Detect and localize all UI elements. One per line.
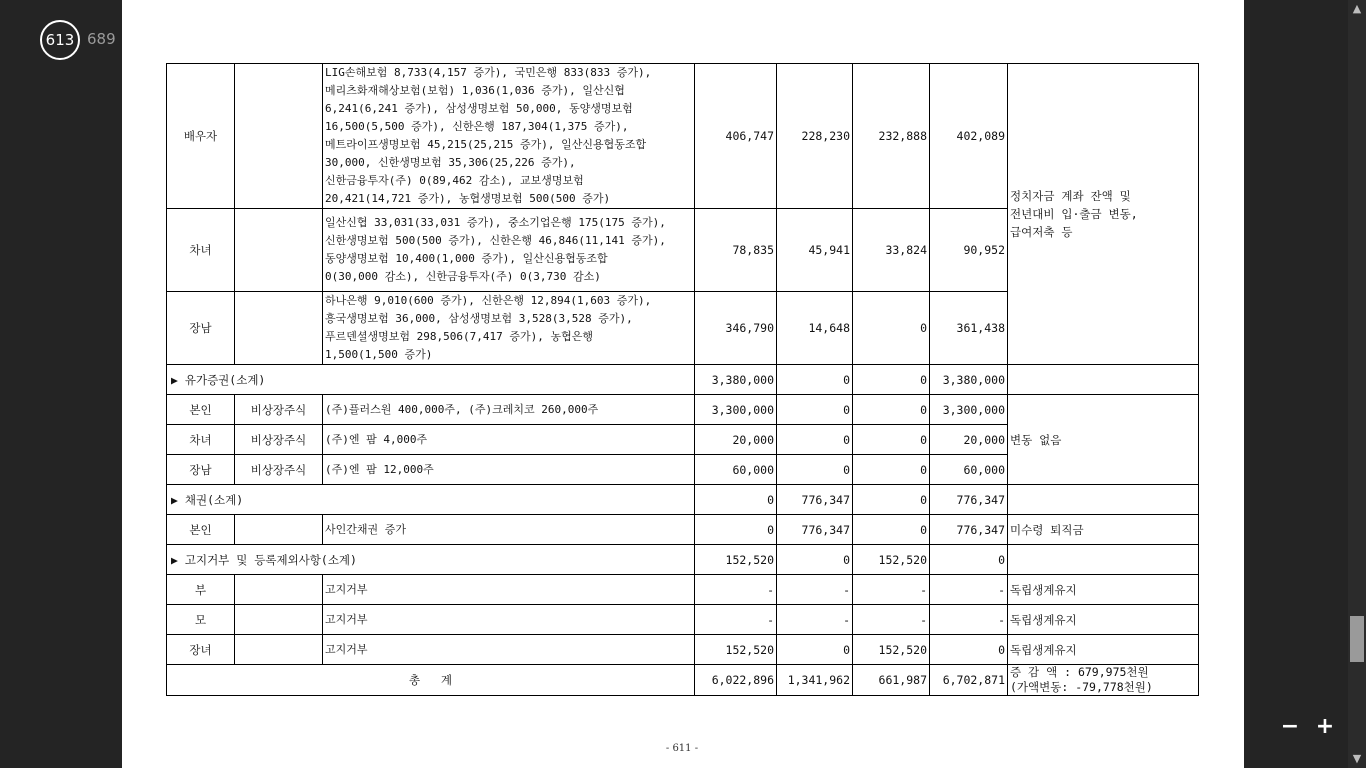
current-value: 776,347 (930, 485, 1008, 515)
increase-value: 0 (777, 425, 853, 455)
relation-cell: 장남 (167, 455, 235, 485)
decrease-value: 0 (853, 292, 930, 365)
kind-cell (235, 575, 323, 605)
relation-cell: 본인 (167, 515, 235, 545)
prev-value: 0 (695, 515, 777, 545)
increase-value: 45,941 (777, 209, 853, 292)
total-label: 총 계 (167, 665, 695, 696)
current-value: 3,380,000 (930, 365, 1008, 395)
prev-value: 406,747 (695, 64, 777, 209)
kind-cell (235, 515, 323, 545)
relation-cell: 모 (167, 605, 235, 635)
decrease-value: 152,520 (853, 635, 930, 665)
decrease-value: 0 (853, 425, 930, 455)
page-footer: - 611 - (665, 743, 699, 754)
note-cell (1008, 365, 1199, 395)
prev-value: - (695, 575, 777, 605)
kind-cell (235, 605, 323, 635)
current-value: 20,000 (930, 425, 1008, 455)
detail-cell: 고지거부 (323, 635, 695, 665)
prev-value: 78,835 (695, 209, 777, 292)
scroll-thumb[interactable] (1350, 616, 1364, 662)
table-row-total (167, 665, 1199, 696)
current-page-badge[interactable]: 613 (40, 20, 80, 60)
detail-cell: LIG손해보험 8,733(4,157 증가), 국민은행 833(833 증가), 메리츠화재해상보험(보험) 1,036(1,036 증가), 일산신협 6,241(6,241 증가), 삼성생명보험 50,000, 동양생명보험 16,500(5,500 증가), 신한은행 187,304(1,375 증가), 메트라이프생명보험 45,215(25,215 증가), 일산신용협동조합 30,000, 신한생명보험 35,306(25,226 증가), 신한금융투자(주) 0(89,462 감소), 교보생명보험 20,421(14,721 증가), 농협생명보험 500(500 증가) (323, 64, 695, 209)
securities-note: 변동 없음 (1008, 395, 1199, 485)
note-cell (1008, 545, 1199, 575)
kind-cell: 비상장주식 (235, 455, 323, 485)
current-value: 776,347 (930, 515, 1008, 545)
scroll-down-arrow-icon[interactable]: ▼ (1352, 752, 1362, 765)
increase-value: 0 (777, 395, 853, 425)
table-row-refusal-subtotal (167, 545, 1199, 575)
kind-cell (235, 292, 323, 365)
increase-value: 776,347 (777, 485, 853, 515)
asset-table (166, 63, 1199, 696)
prev-value: - (695, 605, 777, 635)
vertical-scrollbar[interactable] (1348, 0, 1366, 768)
current-value: 361,438 (930, 292, 1008, 365)
deposit-note: 정치자금 계좌 잔액 및 전년대비 입·출금 변동, 급여저축 등 (1008, 64, 1199, 365)
detail-cell: 고지거부 (323, 605, 695, 635)
table-row-bonds-subtotal (167, 485, 1199, 515)
right-panel (1244, 0, 1348, 768)
detail-cell: 사인간채권 증가 (323, 515, 695, 545)
prev-value: 0 (695, 485, 777, 515)
prev-value: 3,380,000 (695, 365, 777, 395)
prev-value: 152,520 (695, 545, 777, 575)
increase-value: 14,648 (777, 292, 853, 365)
increase-value: 0 (777, 635, 853, 665)
left-panel (0, 0, 122, 768)
decrease-value: - (853, 575, 930, 605)
relation-cell: 차녀 (167, 425, 235, 455)
kind-cell (235, 209, 323, 292)
current-value: 6,702,871 (930, 665, 1008, 696)
total-note: 증 감 액 : 679,975천원 (가액변동: -79,778천원) (1008, 665, 1199, 696)
detail-cell: 일산신협 33,031(33,031 증가), 중소기업은행 175(175 증가), 신한생명보험 500(500 증가), 신한은행 46,846(11,141 증가), 동양생명보험 10,400(1,000 증가), 일산신용협동조합 0(30,000 감소), 신한금융투자(주) 0(3,730 감소) (323, 209, 695, 292)
note-cell: 독립생계유지 (1008, 635, 1199, 665)
relation-cell: 장녀 (167, 635, 235, 665)
note-cell: 미수령 퇴직금 (1008, 515, 1199, 545)
prev-value: 20,000 (695, 425, 777, 455)
prev-value: 346,790 (695, 292, 777, 365)
kind-cell: 비상장주식 (235, 425, 323, 455)
table-row-father (167, 575, 1199, 605)
kind-cell (235, 64, 323, 209)
current-value: 60,000 (930, 455, 1008, 485)
current-value: - (930, 575, 1008, 605)
zoom-out-button[interactable]: − (1280, 714, 1300, 739)
prev-value: 60,000 (695, 455, 777, 485)
increase-value: 0 (777, 545, 853, 575)
total-pages: 689 (87, 30, 116, 48)
note-cell (1008, 485, 1199, 515)
scroll-up-arrow-icon[interactable]: ▲ (1352, 2, 1362, 15)
zoom-in-button[interactable]: + (1315, 714, 1335, 739)
increase-value: 776,347 (777, 515, 853, 545)
table-row-securities-subtotal (167, 365, 1199, 395)
decrease-value: 0 (853, 395, 930, 425)
table-row-bond-self (167, 515, 1199, 545)
relation-cell: 본인 (167, 395, 235, 425)
decrease-value: 0 (853, 365, 930, 395)
current-value: 0 (930, 545, 1008, 575)
subtotal-label: ▶ 유가증권(소계) (167, 365, 695, 395)
prev-value: 152,520 (695, 635, 777, 665)
subtotal-label: ▶ 채권(소계) (167, 485, 695, 515)
detail-cell: (주)엔 팜 12,000주 (323, 455, 695, 485)
decrease-value: 33,824 (853, 209, 930, 292)
increase-value: 1,341,962 (777, 665, 853, 696)
note-cell: 독립생계유지 (1008, 575, 1199, 605)
detail-cell: 하나은행 9,010(600 증가), 신한은행 12,894(1,603 증가), 흥국생명보험 36,000, 삼성생명보험 3,528(3,528 증가), 푸르덴셜생명보험 298,506(7,417 증가), 농협은행 1,500(1,500 증가) (323, 292, 695, 365)
table-row-sec-self (167, 395, 1199, 425)
decrease-value: 232,888 (853, 64, 930, 209)
decrease-value: 0 (853, 485, 930, 515)
current-value: - (930, 605, 1008, 635)
increase-value: - (777, 605, 853, 635)
subtotal-label: ▶ 고지거부 및 등록제외사항(소계) (167, 545, 695, 575)
document-page (122, 0, 1244, 768)
increase-value: 0 (777, 365, 853, 395)
current-value: 90,952 (930, 209, 1008, 292)
kind-cell: 비상장주식 (235, 395, 323, 425)
relation-cell: 부 (167, 575, 235, 605)
decrease-value: 152,520 (853, 545, 930, 575)
decrease-value: 0 (853, 455, 930, 485)
increase-value: 0 (777, 455, 853, 485)
detail-cell: 고지거부 (323, 575, 695, 605)
prev-value: 3,300,000 (695, 395, 777, 425)
decrease-value: 0 (853, 515, 930, 545)
increase-value: 228,230 (777, 64, 853, 209)
prev-value: 6,022,896 (695, 665, 777, 696)
decrease-value: - (853, 605, 930, 635)
relation-cell: 장남 (167, 292, 235, 365)
increase-value: - (777, 575, 853, 605)
table-row-spouse (167, 64, 1199, 209)
relation-cell: 배우자 (167, 64, 235, 209)
detail-cell: (주)엔 팜 4,000주 (323, 425, 695, 455)
table-row-eldest-daughter (167, 635, 1199, 665)
decrease-value: 661,987 (853, 665, 930, 696)
table-row-mother (167, 605, 1199, 635)
current-value: 0 (930, 635, 1008, 665)
detail-cell: (주)플러스원 400,000주, (주)크레치코 260,000주 (323, 395, 695, 425)
note-cell: 독립생계유지 (1008, 605, 1199, 635)
current-value: 402,089 (930, 64, 1008, 209)
kind-cell (235, 635, 323, 665)
current-value: 3,300,000 (930, 395, 1008, 425)
relation-cell: 차녀 (167, 209, 235, 292)
